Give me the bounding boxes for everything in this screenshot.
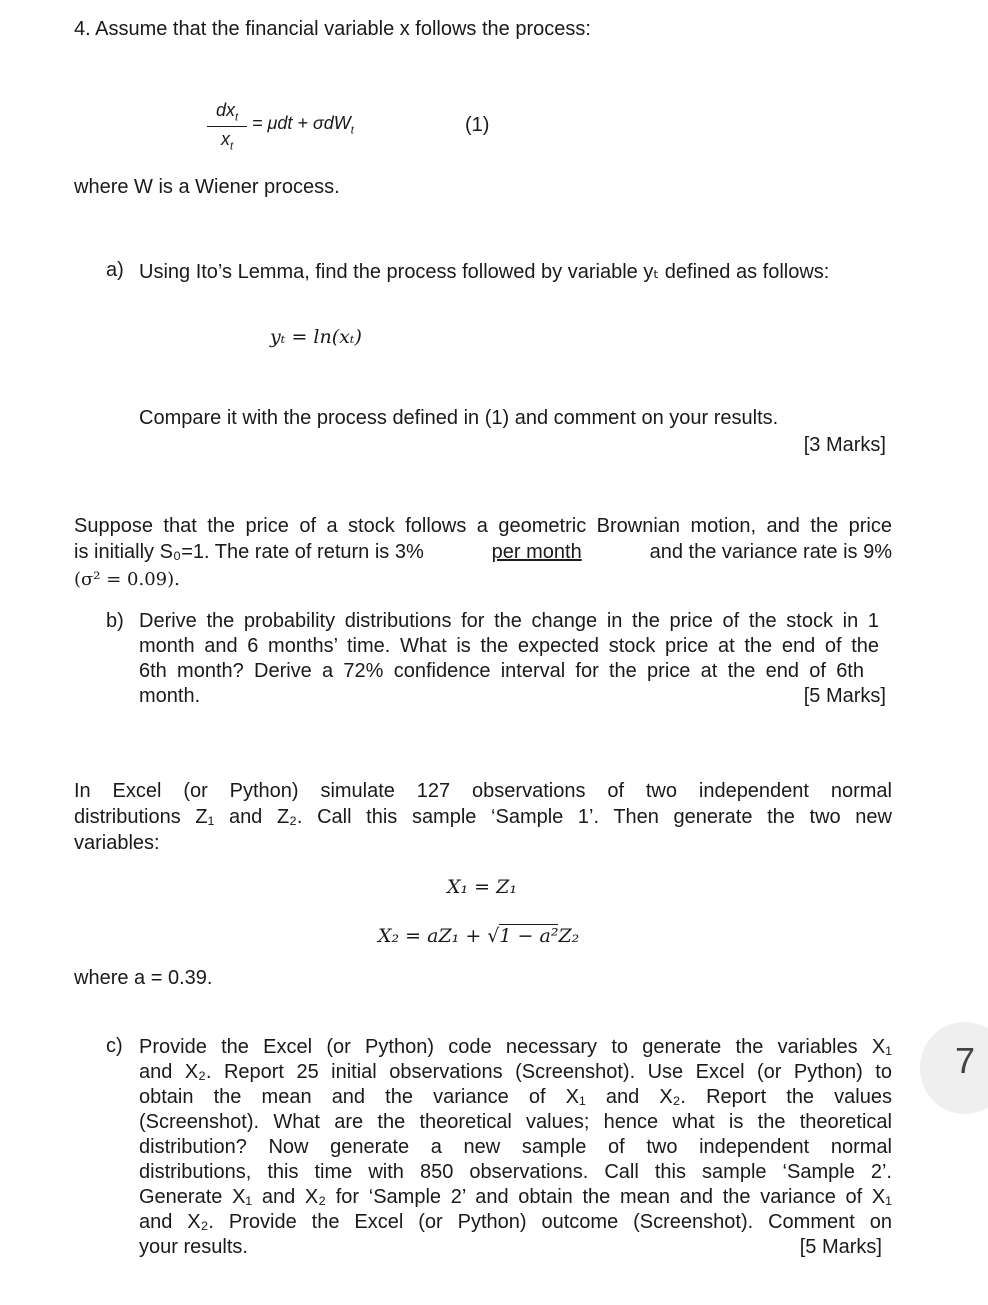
excel-line-3: variables:	[74, 832, 160, 854]
question-heading: 4. Assume that the financial variable x follows the process:	[74, 18, 591, 40]
part-a-compare: Compare it with the process defined in (1) and comment on your results.	[139, 407, 779, 429]
part-c-line: and X₂. Provide the Excel (or Python) outcome (Screenshot). Comment on	[139, 1211, 892, 1233]
part-c-line: (Screenshot). What are the theoretical values; hence what is the theoretical	[139, 1111, 892, 1133]
part-b-line-2: month and 6 months’ time. What is the expected stock price at the end of the	[139, 635, 879, 657]
part-a-text: Using Ito’s Lemma, find the process followed by variable yₜ defined as follows:	[139, 261, 830, 283]
part-c-marks: [5 Marks]	[799, 1236, 882, 1258]
excel-eq2-radicand: 1 − a²	[499, 925, 559, 947]
part-a-label: a)	[106, 259, 124, 281]
excel-eq2-right: Z₂	[558, 925, 580, 947]
part-c-line: obtain the mean and the variance of X₁ and X₂. Report the values	[139, 1086, 892, 1108]
equation-1-fraction	[207, 100, 247, 152]
wiener-text: where W is a Wiener process.	[74, 176, 340, 198]
gbm-per-month: per month	[491, 541, 582, 563]
eq1-numerator-sub: t	[234, 111, 239, 124]
part-b-marks: [5 Marks]	[803, 685, 886, 707]
page-number: 7	[955, 1040, 976, 1081]
gbm-line-1: Suppose that the price of a stock follows a geometric Brownian motion, and the price	[74, 515, 892, 537]
eq1-denominator-sub: t	[229, 140, 234, 153]
eq1-rhs-sub: t	[350, 124, 354, 137]
gbm-line-2-a: is initially S₀=1. The rate of return is 3%	[74, 541, 424, 563]
part-c-body	[139, 1035, 892, 1260]
part-a-equation: yₜ = ln(xₜ)	[270, 326, 362, 348]
gbm-line-3: (σ² = 0.09).	[74, 569, 180, 590]
excel-eq2-left: X₂ = aZ₁ +	[378, 925, 488, 947]
equation-1-label: (1)	[465, 114, 490, 136]
part-c-line: Generate X₁ and X₂ for ‘Sample 2’ and obtain the mean and the variance of X₁	[139, 1186, 892, 1208]
part-c-line: distributions, this time with 850 observations. Call this sample ‘Sample 2’.	[139, 1161, 892, 1183]
sqrt-icon: √	[487, 925, 500, 947]
part-c-last-line	[139, 1235, 892, 1260]
part-a-marks: [3 Marks]	[803, 434, 886, 456]
part-c-label: c)	[106, 1035, 123, 1057]
excel-equation-1: X₁ = Z₁	[447, 876, 517, 898]
eq1-numerator: dx	[215, 100, 235, 120]
part-b-label: b)	[106, 610, 124, 632]
gbm-line-2-b: and the variance rate is 9%	[649, 541, 892, 563]
eq1-rhs-text: = μdt + σdW	[252, 113, 351, 133]
part-c-line: and X₂. Report 25 initial observations (Screenshot). Use Excel (or Python) to	[139, 1061, 892, 1083]
page-number-tab[interactable]	[920, 1022, 988, 1114]
part-b-line-3: 6th month? Derive a 72% confidence interval for the price at the end of 6th	[139, 660, 864, 682]
part-b-line-4: month.	[139, 685, 201, 707]
part-c-line: Provide the Excel (or Python) code necessary to generate the variables X₁	[139, 1036, 892, 1058]
eq1-denominator: x	[220, 128, 230, 149]
excel-equation-2	[378, 925, 579, 947]
part-b-line-1: Derive the probability distributions for the change in the price of the stock in 1	[139, 610, 879, 632]
gbm-line-2	[74, 541, 892, 564]
equation-1-rhs	[252, 113, 354, 137]
excel-line-1: In Excel (or Python) simulate 127 observations of two independent normal	[74, 780, 892, 802]
excel-line-2: distributions Z₁ and Z₂. Call this sample ‘Sample 1’. Then generate the two new	[74, 806, 892, 828]
where-a: where a = 0.39.	[74, 967, 213, 989]
part-c-line: distribution? Now generate a new sample of two independent normal	[139, 1136, 892, 1158]
part-c-last: your results.	[139, 1236, 248, 1258]
